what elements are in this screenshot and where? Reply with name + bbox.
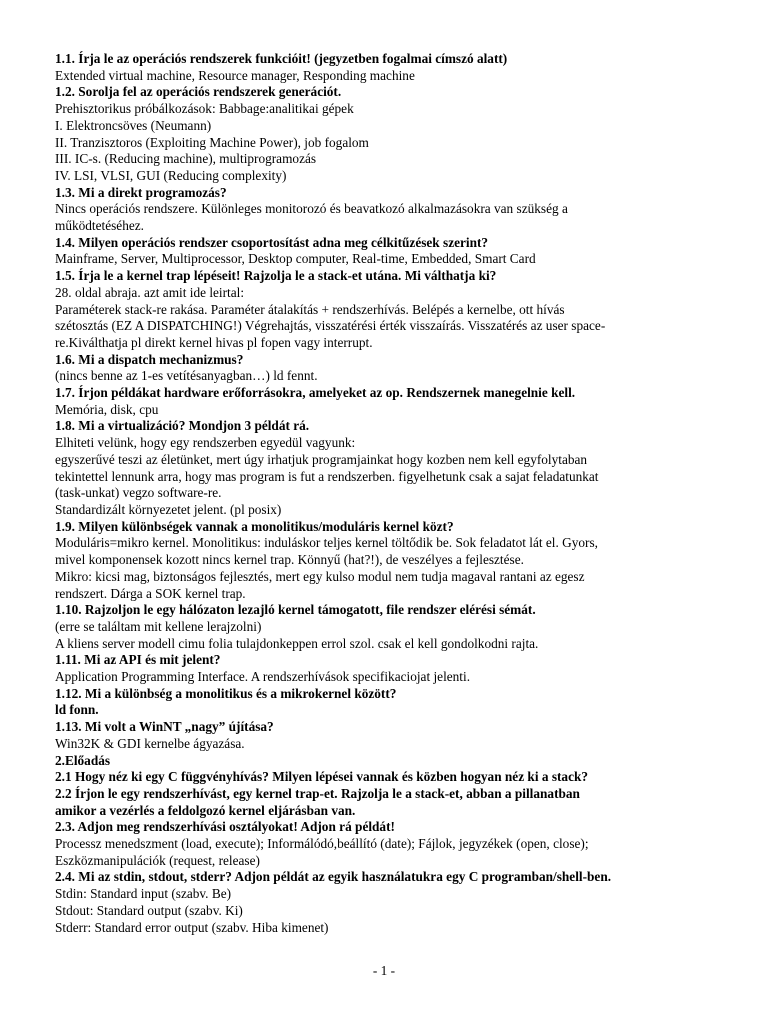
answer-text: Processz menedszment (load, execute); Informálódó,beállító (date); Fájlok, jegyzékek (open, close); — [55, 836, 589, 852]
answer-text: Standardizált környezetet jelent. (pl posix) — [55, 501, 282, 517]
question-heading: 2.1 Hogy néz ki egy C függvényhívás? Milyen lépései vannak és közben hogyan néz ki a stack? — [55, 769, 589, 785]
question-heading: 1.10. Rajzoljon le egy hálózaton lezajló kernel támogatott, file rendszer elérési sémát. — [55, 602, 536, 618]
answer-text: Moduláris=mikro kernel. Monolitikus: induláskor teljes kernel töltődik be. Sok feladatot lát el. Gyors, — [55, 535, 598, 551]
answer-text: Prehisztorikus próbálkozások: Babbage:analitikai gépek — [55, 101, 354, 117]
question-heading: 1.6. Mi a dispatch mechanizmus? — [55, 351, 244, 367]
answer-text: 28. oldal abraja. azt amit ide leirtal: — [55, 284, 245, 300]
question-heading: 2.4. Mi az stdin, stdout, stderr? Adjon példát az egyik használatukra egy C programban/shell-ben. — [55, 869, 612, 885]
question-heading: 2.2 Írjon le egy rendszerhívást, egy kernel trap-et. Rajzolja le a stack-et, abban a pillanatban — [55, 785, 580, 801]
document-body — [55, 51, 715, 936]
answer-text: működtetéséhez. — [55, 218, 144, 234]
answer-text: Stdout: Standard output (szabv. Ki) — [55, 902, 243, 918]
answer-text: Stdin: Standard input (szabv. Be) — [55, 886, 232, 902]
answer-text: tekintettel lennunk arra, hogy mas program is fut a rendszerben. figyelhetunk csak a sajat feladatunkat — [55, 468, 599, 484]
answer-text: Win32K & GDI kernelbe ágyazása. — [55, 735, 245, 751]
answer-text: szétosztás (EZ A DISPATCHING!) Végrehajtás, visszatérési érték visszaírás. Visszatérés az user space- — [55, 318, 606, 334]
answer-text: Mikro: kicsi mag, biztonságos fejlesztés, mert egy kulso modul nem tudja magaval rantani az egesz — [55, 568, 585, 584]
question-heading: 1.9. Milyen különbségek vannak a monolitikus/moduláris kernel közt? — [55, 518, 454, 534]
answer-text: II. Tranzisztoros (Exploiting Machine Power), job fogalom — [55, 134, 369, 150]
answer-text: (erre se találtam mit kellene lerajzolni) — [55, 618, 262, 634]
question-heading: 1.8. Mi a virtualizáció? Mondjon 3 példát rá. — [55, 418, 310, 434]
answer-text: rendszert. Dárga a SOK kernel trap. — [55, 585, 246, 601]
answer-text: Nincs operációs rendszere. Különleges monitorozó és beavatkozó alkalmazásokra van szükség a — [55, 201, 568, 217]
question-heading: 1.5. Írja le a kernel trap lépéseit! Rajzolja le a stack-et utána. Mi válthatja ki? — [55, 268, 497, 284]
answer-text: III. IC-s. (Reducing machine), multiprogramozás — [55, 151, 317, 167]
answer-text: Memória, disk, cpu — [55, 401, 159, 417]
page-number: - 1 - — [372, 963, 396, 978]
answer-text: Application Programming Interface. A rendszerhívások specifikaciojat jelenti. — [55, 669, 471, 685]
question-heading: ld fonn. — [55, 702, 99, 718]
answer-text: IV. LSI, VLSI, GUI (Reducing complexity) — [55, 167, 287, 183]
question-heading: 1.13. Mi volt a WinNT „nagy” újítása? — [55, 719, 274, 735]
answer-text: Elhiteti velünk, hogy egy rendszerben egyedül vagyunk: — [55, 435, 356, 451]
answer-text: I. Elektroncsöves (Neumann) — [55, 117, 212, 133]
question-heading: 1.7. Írjon példákat hardware erőforrásokra, amelyeket az op. Rendszernek manegelnie kell. — [55, 385, 576, 401]
question-heading: 1.1. Írja le az operációs rendszerek funkcióit! (jegyzetben fogalmai címszó alatt) — [55, 51, 508, 66]
question-heading: 1.2. Sorolja fel az operációs rendszerek generációt. — [55, 84, 342, 100]
answer-text: (nincs benne az 1-es vetítésanyagban…) ld fennt. — [55, 368, 318, 384]
question-heading: 1.4. Milyen operációs rendszer csoportosítást adna meg célkitűzések szerint? — [55, 234, 489, 250]
question-heading: 2.3. Adjon meg rendszerhívási osztályokat! Adjon rá példát! — [55, 819, 395, 835]
answer-text: Mainframe, Server, Multiprocessor, Desktop computer, Real-time, Embedded, Smart Card — [55, 251, 536, 267]
answer-text: egyszerűvé teszi az életünket, mert úgy irhatjuk programjainkat hogy kozben nem kell egyfolytaban — [55, 451, 588, 467]
answer-text: re.Kiválthatja pl direkt kernel hivas pl fopen vagy interrupt. — [55, 334, 373, 350]
answer-text: Eszközmanipulációk (request, release) — [55, 852, 260, 868]
question-heading: 2.Előadás — [55, 752, 111, 768]
question-heading: 1.3. Mi a direkt programozás? — [55, 184, 227, 200]
question-heading: 1.12. Mi a különbség a monolitikus és a mikrokernel között? — [55, 685, 397, 701]
answer-text: Paraméterek stack-re rakása. Paraméter átalakítás + rendszerhívás. Belépés a kernelbe, ott hívás — [55, 301, 565, 317]
answer-text: mivel komponensek kozott nincs kernel trap. Könnyű (hat?!), de veszélyes a fejlesztése. — [55, 552, 524, 568]
question-heading: 1.11. Mi az API és mit jelent? — [55, 652, 221, 668]
question-heading: amikor a vezérlés a feldolgozó kernel eljárásban van. — [55, 802, 356, 818]
answer-text: A kliens server modell cimu folia tulajdonkeppen errol szol. csak el kell gondolkodni rajta. — [55, 635, 539, 651]
answer-text: (task-unkat) vegzo software-re. — [55, 485, 222, 501]
answer-text: Extended virtual machine, Resource manager, Responding machine — [55, 67, 415, 83]
answer-text: Stderr: Standard error output (szabv. Hiba kimenet) — [55, 919, 329, 935]
